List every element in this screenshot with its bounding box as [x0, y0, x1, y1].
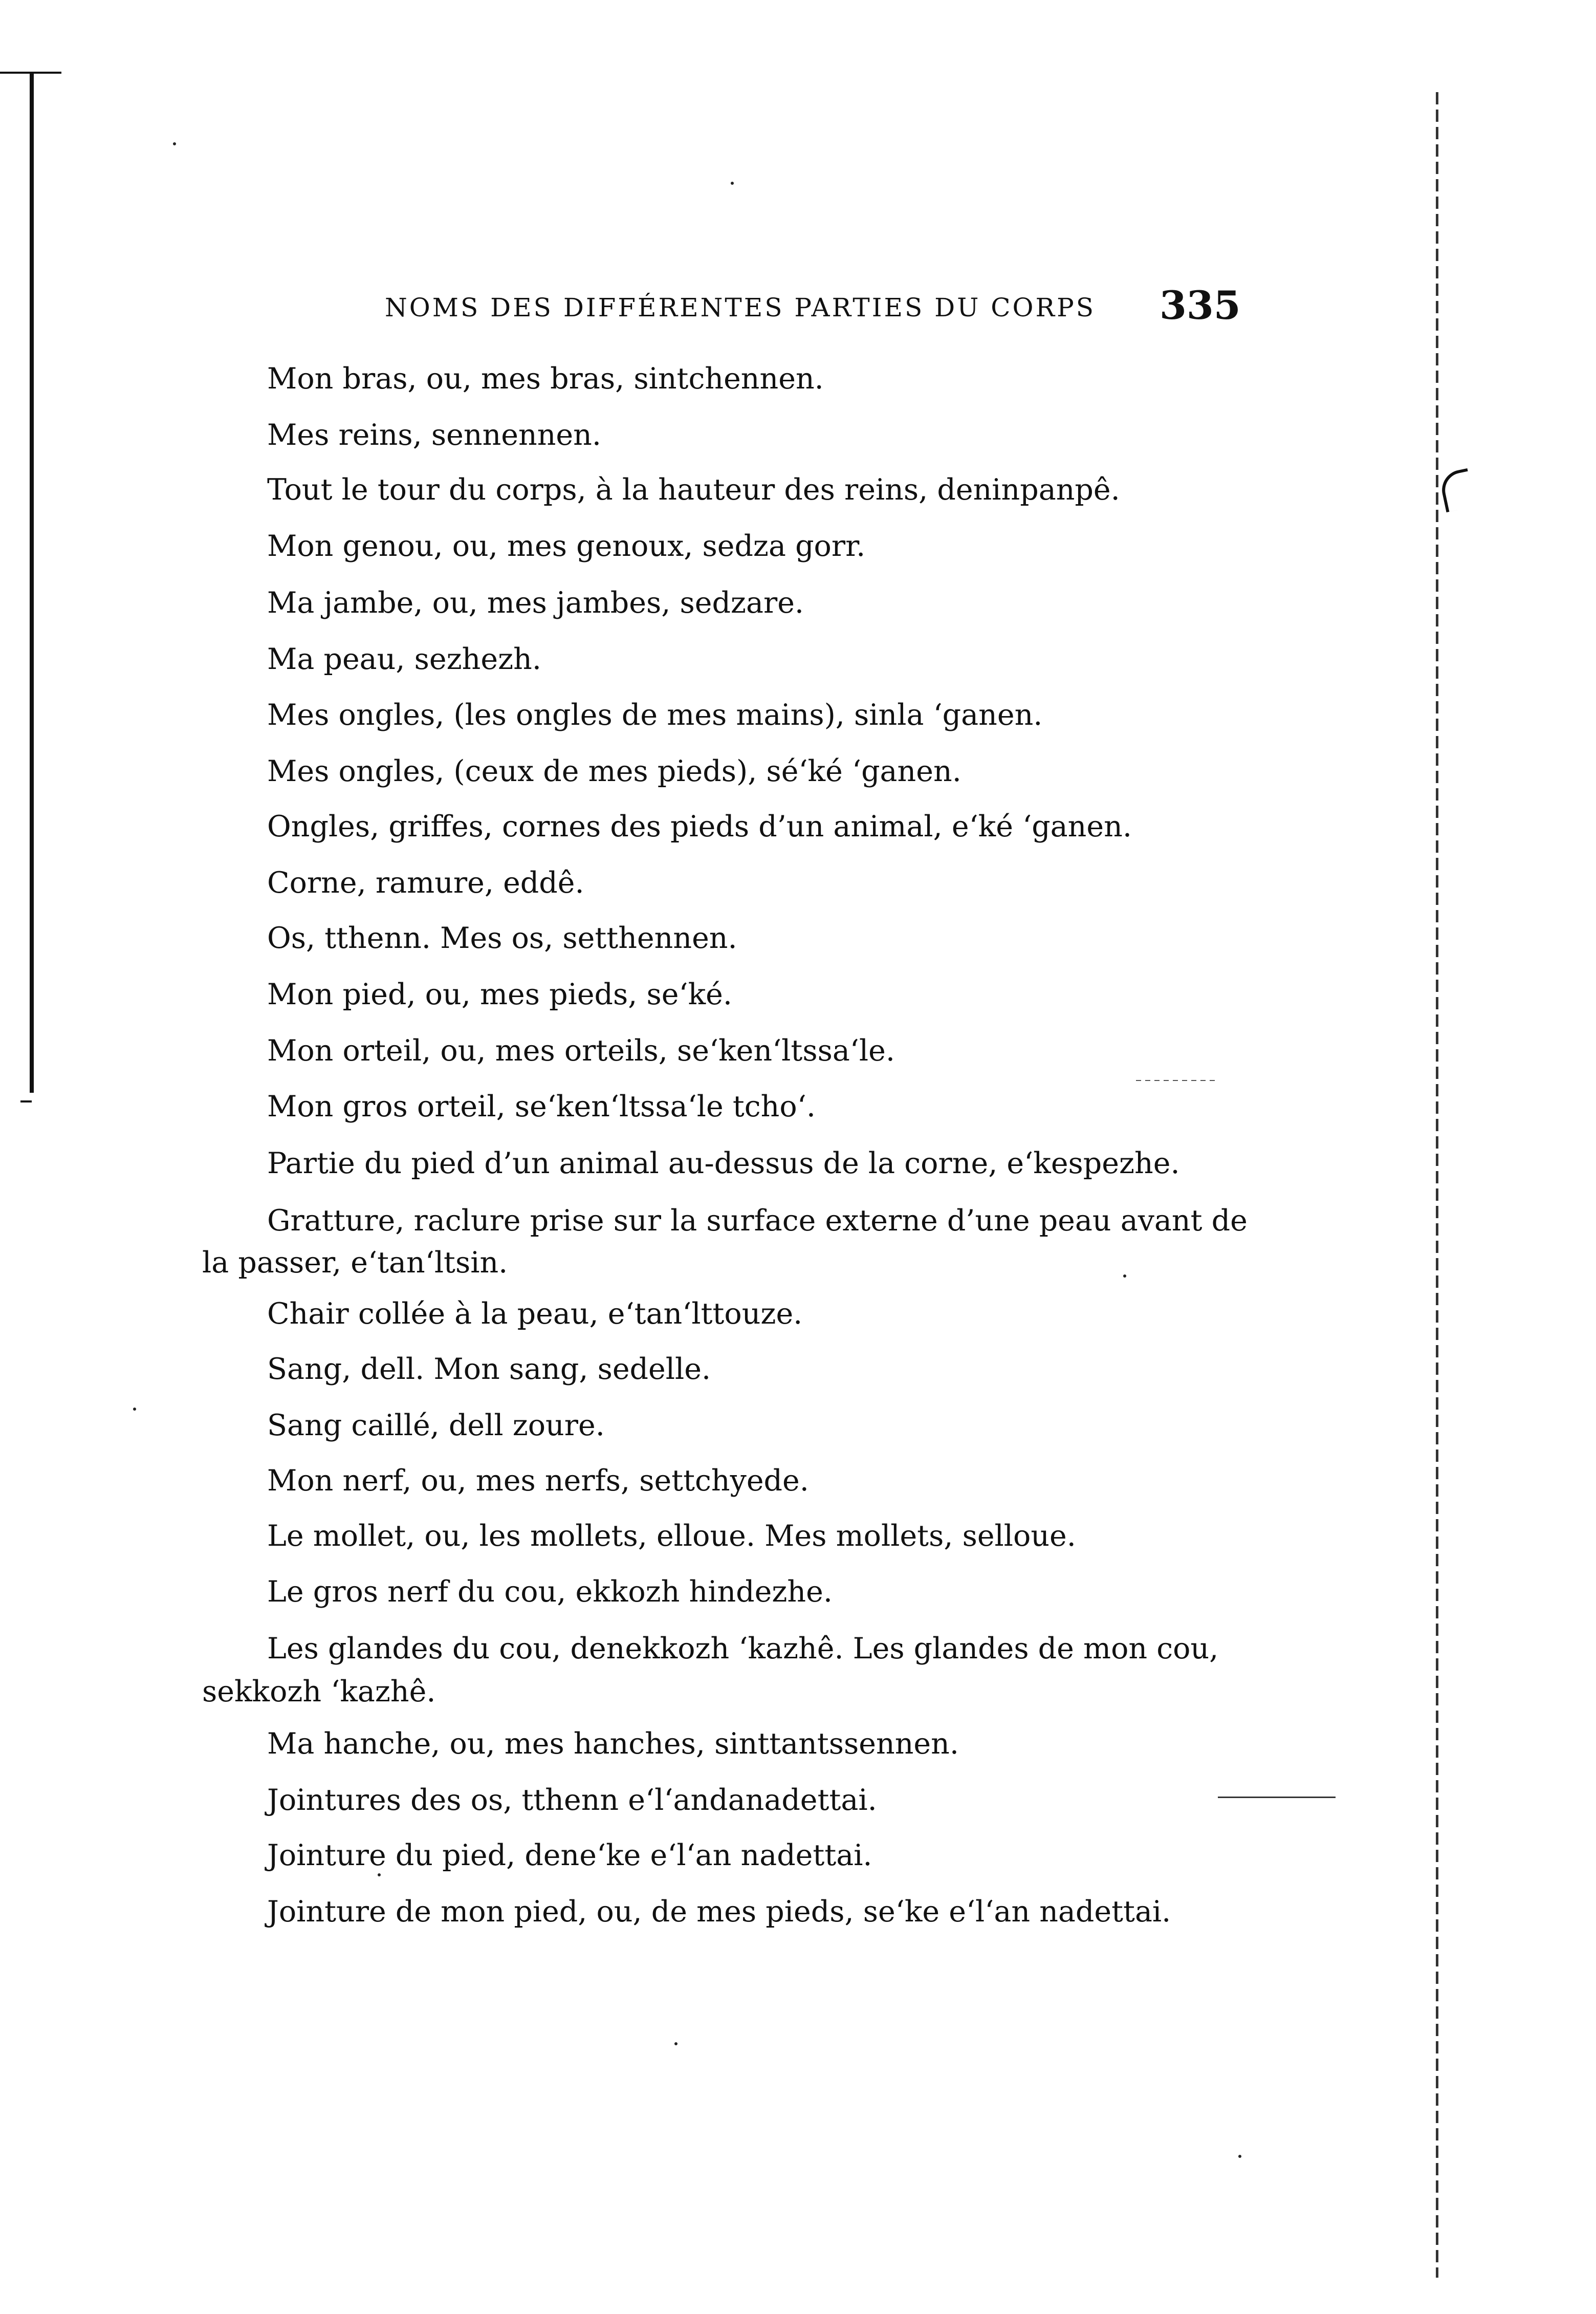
scan-speck: [1123, 1274, 1126, 1278]
scan-speck: [674, 2042, 677, 2045]
text-line: Gratture, raclure prise sur la surface externe d’une peau avant de: [267, 1204, 1248, 1238]
text-line: Chair collée à la peau, e‘tan‘lttouze.: [267, 1297, 803, 1331]
text-line: Jointure du pied, dene‘ke e‘l‘an nadettai.: [267, 1839, 872, 1872]
scan-speck: [173, 142, 176, 145]
text-line: Mon gros orteil, se‘ken‘ltssa‘le tcho‘.: [267, 1090, 816, 1123]
scan-edge-mark: [20, 1100, 32, 1102]
text-line: Mon nerf, ou, mes nerfs, settchyede.: [267, 1464, 809, 1498]
scan-speck: [1238, 2155, 1241, 2158]
text-line: Ma peau, sezhezh.: [267, 642, 541, 676]
text-line: Jointures des os, tthenn e‘l‘andanadettai.: [267, 1783, 877, 1817]
text-line: Corne, ramure, eddê.: [267, 866, 584, 900]
text-line: Mes reins, sennennen.: [267, 418, 601, 452]
text-line: Tout le tour du corps, à la hauteur des reins, deninpanpê.: [267, 473, 1120, 507]
text-line: Ongles, griffes, cornes des pieds d’un animal, e‘ké ‘ganen.: [267, 810, 1132, 844]
text-line: Mes ongles, (ceux de mes pieds), sé‘ké ‘ganen.: [267, 754, 961, 788]
text-line: Sang, dell. Mon sang, sedelle.: [267, 1352, 711, 1386]
running-title: NOMS DES DIFFÉRENTES PARTIES DU CORPS: [385, 293, 1096, 322]
text-line: Le gros nerf du cou, ekkozh hindezhe.: [267, 1575, 833, 1609]
text-line: Jointure de mon pied, ou, de mes pieds, se‘ke e‘l‘an nadettai.: [267, 1895, 1171, 1929]
text-line: Le mollet, ou, les mollets, elloue. Mes mollets, selloue.: [267, 1519, 1076, 1553]
text-line: Mon orteil, ou, mes orteils, se‘ken‘ltssa‘le.: [267, 1034, 895, 1068]
text-line: Mon genou, ou, mes genoux, sedza gorr.: [267, 529, 866, 563]
text-line: sekkozh ‘kazhê.: [202, 1675, 436, 1709]
scan-speck: [378, 1873, 381, 1876]
scan-speck: [133, 1408, 136, 1411]
text-line: Mes ongles, (les ongles de mes mains), sinla ‘ganen.: [267, 698, 1043, 732]
scan-speck: [731, 182, 734, 185]
text-line: Ma hanche, ou, mes hanches, sinttantssennen.: [267, 1727, 959, 1761]
page-number: 335: [1160, 283, 1241, 328]
text-line: Les glandes du cou, denekkozh ‘kazhê. Les glandes de mon cou,: [267, 1632, 1219, 1666]
text-line: Mon bras, ou, mes bras, sintchennen.: [267, 362, 824, 396]
text-line: Sang caillé, dell zoure.: [267, 1409, 605, 1442]
text-line: Ma jambe, ou, mes jambes, sedzare.: [267, 586, 804, 620]
text-line: Mon pied, ou, mes pieds, se‘ké.: [267, 978, 733, 1011]
scan-right-edge: [1436, 92, 1438, 2278]
scan-right-hook: [1438, 468, 1476, 512]
scan-dash-mark: [1218, 1797, 1336, 1798]
text-line: la passer, e‘tan‘ltsin.: [202, 1246, 508, 1280]
text-line: Partie du pied d’un animal au-dessus de la corne, e‘kespezhe.: [267, 1147, 1180, 1180]
text-line: Os, tthenn. Mes os, setthennen.: [267, 921, 737, 955]
scan-edge-bar: [30, 72, 34, 1093]
scan-dash-mark: [1136, 1080, 1218, 1081]
